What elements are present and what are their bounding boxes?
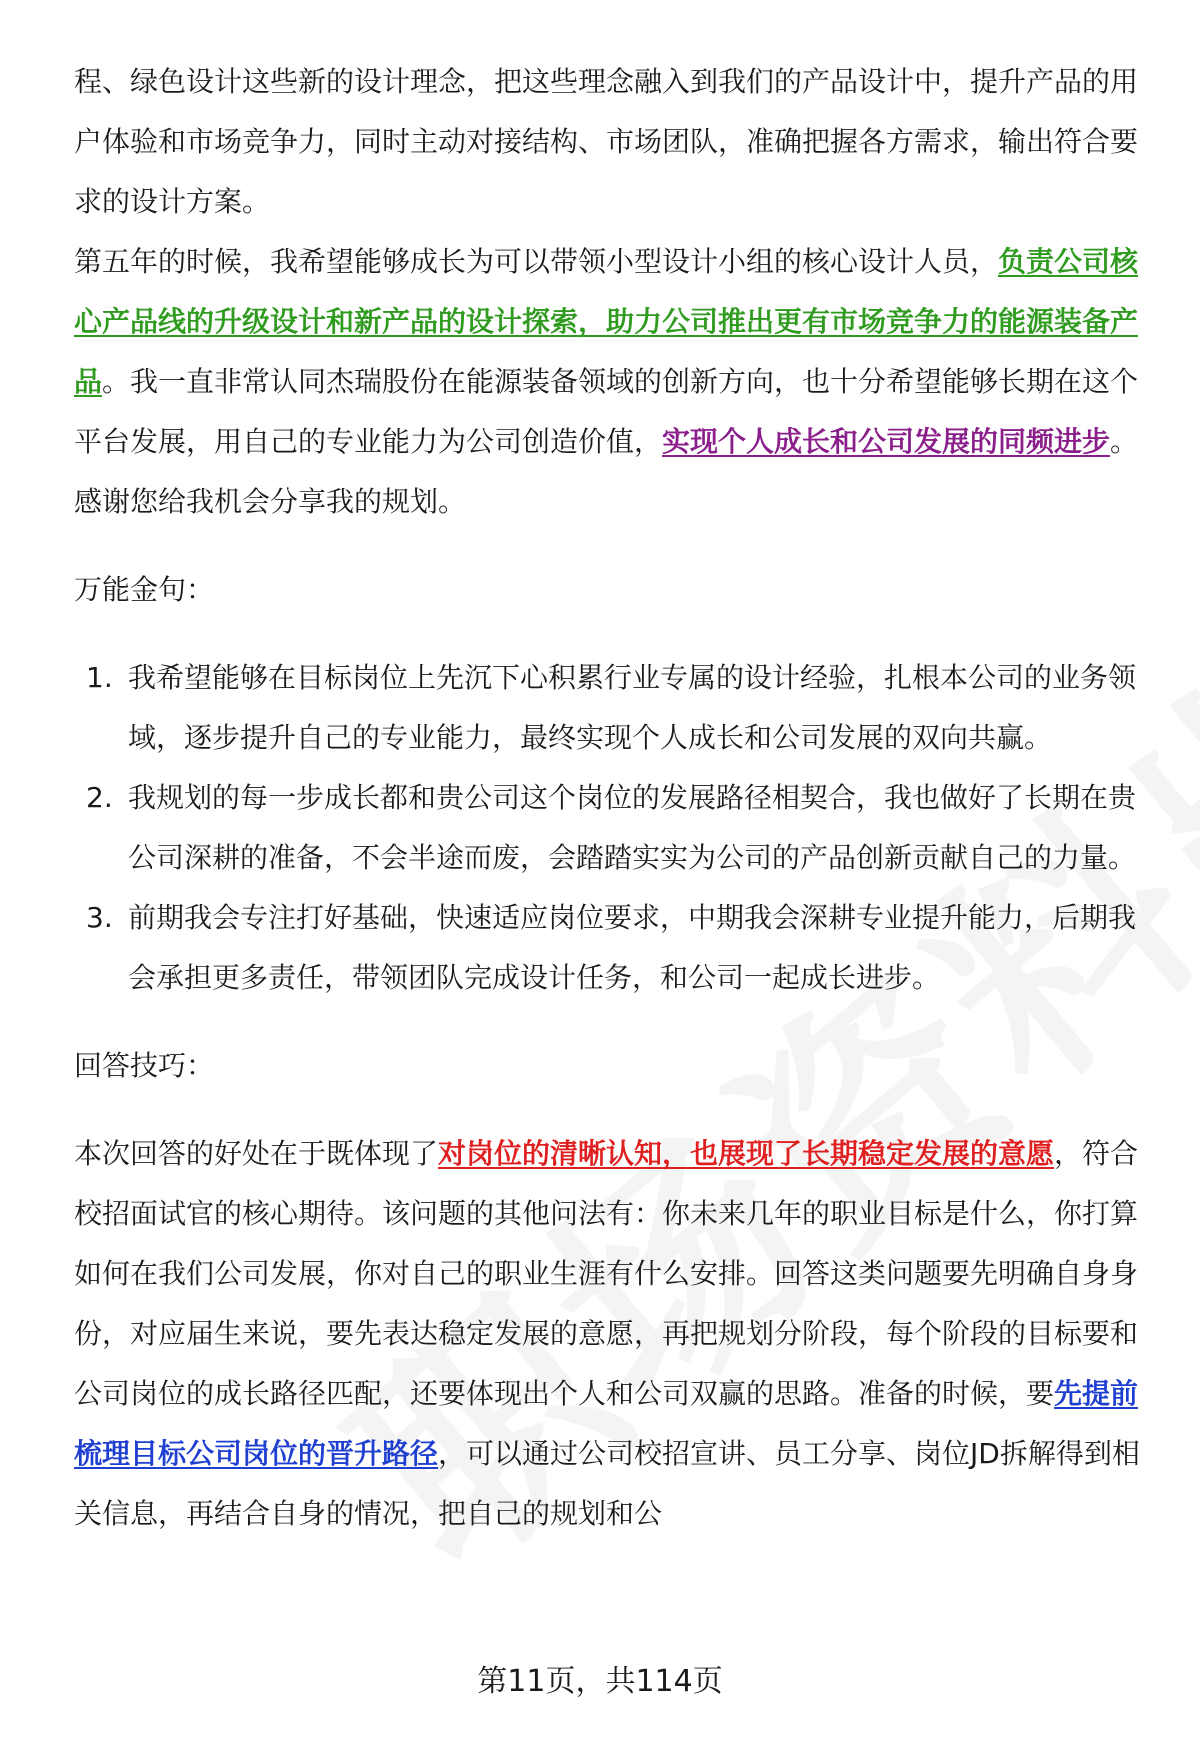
list-item-number: 1. [86, 661, 113, 694]
highlight-purple: 实现个人成长和公司发展的同频进步 [662, 425, 1111, 458]
paragraph-fifth-year [74, 232, 1154, 532]
list-item [74, 768, 1154, 888]
highlight-green: 负责公司核心产品线的升级设计和新产品的设计探索，助力公司推出更有市场竞争力的能源装备产品 [74, 245, 1139, 398]
highlight-red: 对岗位的清晰认知，也展现了长期稳定发展的意愿 [438, 1137, 1055, 1170]
paragraph-text: 程、绿色设计这些新的设计理念，把这些理念融入到我们的产品设计中，提升产品的用户体验和市场竞争力，同时主动对接结构、市场团队，准确把握各方需求，输出符合要求的设计方案。 [74, 65, 1139, 218]
list-item-number: 3. [86, 901, 113, 934]
list-item-text: 我希望能够在目标岗位上先沉下心积累行业专属的设计经验，扎根本公司的业务领域，逐步提升自己的专业能力，最终实现个人成长和公司发展的双向共赢。 [128, 661, 1137, 754]
paragraph-lead: 第五年的时候，我希望能够成长为可以带领小型设计小组的核心设计人员， [74, 245, 999, 278]
paragraph-middle: 。我一直非常认同杰瑞股份在能源装备领域的创新方向，也十分希望能够长期在这个平台发展，用自己的专业能力为公司创造价值， [74, 365, 1139, 458]
heading-golden-sentences: 万能金句： [74, 573, 215, 606]
golden-sentences-list [74, 648, 1154, 1008]
list-item-text: 我规划的每一步成长都和贵公司这个岗位的发展路径相契合，我也做好了长期在贵公司深耕的准备，不会半途而废，会踏踏实实为公司的产品创新贡献自己的力量。 [128, 781, 1137, 874]
paragraph-answer-tips [74, 1124, 1154, 1544]
paragraph-tail: 。感谢您给我机会分享我的规划。 [74, 425, 1139, 518]
highlight-blue: 先提前梳理目标公司岗位的晋升路径 [74, 1377, 1139, 1470]
list-item [74, 648, 1154, 768]
paragraph-lead: 本次回答的好处在于既体现了 [74, 1137, 439, 1170]
list-item-number: 2. [86, 781, 113, 814]
list-item [74, 888, 1154, 1008]
page-footer: 第11页，共114页 [477, 1664, 723, 1699]
paragraph-middle: ，符合校招面试官的核心期待。该问题的其他问法有：你未来几年的职业目标是什么，你打算如何在我们公司发展，你对自己的职业生涯有什么安排。回答这类问题要先明确自身身份，对应届生来说，要先表达稳定发展的意愿，再把规划分阶段，每个阶段的目标要和公司岗位的成长路径匹配，还要体现出个人和公司双赢的思路。准备的时候，要 [74, 1137, 1139, 1410]
document-body [74, 52, 1154, 1544]
list-item-text: 前期我会专注打好基础，快速适应岗位要求，中期我会深耕专业提升能力，后期我会承担更多责任，带领团队完成设计任务，和公司一起成长进步。 [128, 901, 1137, 994]
paragraph-tail: ，可以通过公司校招宣讲、员工分享、岗位JD拆解得到相关信息，再结合自身的情况，把自己的规划和公 [74, 1437, 1140, 1530]
paragraph-continuation [74, 52, 1154, 232]
heading-answer-tips: 回答技巧： [74, 1049, 215, 1082]
